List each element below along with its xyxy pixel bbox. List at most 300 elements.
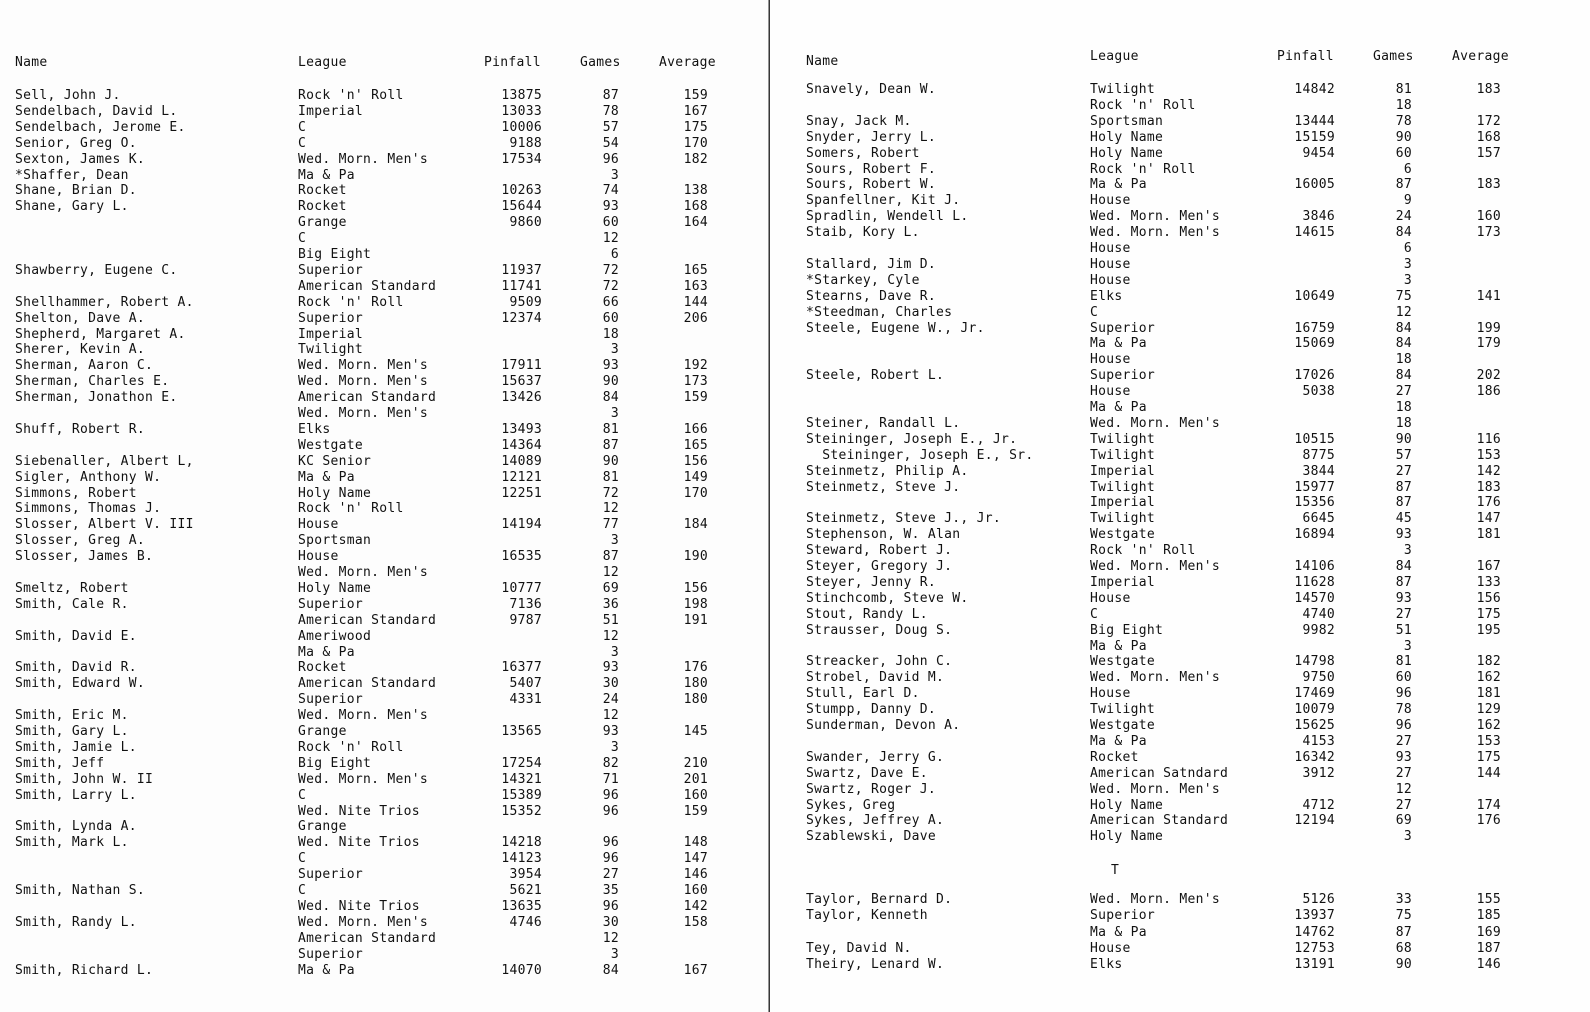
games-cell: 12 bbox=[602, 565, 619, 580]
name-cell: Strausser, Doug S. bbox=[806, 622, 953, 638]
games-cell: 78 bbox=[1395, 702, 1412, 718]
league-cell: Rock 'n' Roll bbox=[298, 739, 404, 755]
average-cell: 164 bbox=[683, 215, 708, 231]
league-cell: American Standard bbox=[298, 676, 437, 692]
average-cell: 169 bbox=[1476, 924, 1501, 940]
games-cell: 93 bbox=[602, 358, 619, 374]
league-cell: Ma & Pa bbox=[1090, 638, 1147, 654]
games-cell: 84 bbox=[602, 390, 619, 406]
name-cell: Smith, Eric M. bbox=[15, 708, 129, 724]
games-cell: 27 bbox=[602, 867, 619, 883]
average-cell: 182 bbox=[1476, 654, 1501, 670]
average-cell: 165 bbox=[683, 437, 708, 453]
name-cell: Steininger, Joseph E., Sr. bbox=[806, 447, 1034, 463]
league-cell: Wed. Morn. Men's bbox=[298, 914, 429, 930]
name-cell: Shuff, Robert R. bbox=[15, 421, 146, 437]
average-cell: 167 bbox=[683, 103, 708, 119]
games-cell: 93 bbox=[602, 199, 619, 215]
games-cell: 45 bbox=[1395, 511, 1412, 527]
league-cell: Wed. Nite Trios bbox=[298, 803, 420, 819]
pinfall-cell: 15637 bbox=[501, 374, 542, 390]
games-cell: 3 bbox=[610, 167, 619, 183]
average-cell: 183 bbox=[1476, 479, 1501, 495]
average-cell: 163 bbox=[683, 278, 708, 294]
average-cell: 144 bbox=[683, 294, 708, 310]
name-cell: Somers, Robert bbox=[806, 145, 920, 161]
average-cell: 162 bbox=[1476, 670, 1501, 686]
league-cell: Superior bbox=[298, 946, 364, 962]
average-cell: 206 bbox=[683, 310, 708, 326]
average-cell: 175 bbox=[683, 119, 708, 135]
average-cell: 167 bbox=[683, 962, 708, 978]
name-cell: Smith, David E. bbox=[15, 628, 137, 644]
pinfall-cell: 12194 bbox=[1294, 813, 1335, 829]
name-cell: *Starkey, Cyle bbox=[806, 272, 920, 288]
league-cell: Big Eight bbox=[298, 755, 372, 771]
average-cell: 168 bbox=[683, 199, 708, 215]
games-cell: 57 bbox=[602, 119, 619, 135]
league-cell: Rock 'n' Roll bbox=[1090, 97, 1196, 113]
name-cell: Smith, Lynda A. bbox=[15, 819, 137, 835]
games-cell: 30 bbox=[602, 914, 619, 930]
average-cell: 186 bbox=[1476, 384, 1501, 400]
name-cell: Simmons, Thomas J. bbox=[15, 501, 162, 517]
name-cell: Sendelbach, David L. bbox=[15, 103, 178, 119]
name-cell: Steinmetz, Steve J. bbox=[806, 479, 961, 495]
games-cell: 12 bbox=[602, 930, 619, 946]
games-cell: 72 bbox=[602, 262, 619, 278]
games-cell: 12 bbox=[602, 501, 619, 517]
name-cell: Strobel, David M. bbox=[806, 670, 945, 686]
pinfall-cell: 16342 bbox=[1294, 749, 1335, 765]
league-cell: House bbox=[1090, 241, 1131, 256]
average-cell: 145 bbox=[683, 724, 708, 739]
average-cell: 199 bbox=[1476, 320, 1501, 336]
games-cell: 96 bbox=[1395, 686, 1412, 702]
league-cell: C bbox=[298, 787, 307, 803]
league-cell: Twilight bbox=[1090, 82, 1156, 97]
average-cell: 147 bbox=[683, 851, 708, 867]
league-cell: American Standard bbox=[1090, 813, 1229, 829]
league-cell: Holy Name bbox=[298, 580, 372, 596]
games-cell: 24 bbox=[1395, 209, 1412, 225]
games-cell: 27 bbox=[1395, 463, 1412, 479]
name-cell: Sherman, Aaron C. bbox=[15, 358, 154, 374]
name-cell: Stout, Randy L. bbox=[806, 606, 928, 622]
name-cell: Swartz, Roger J. bbox=[806, 781, 937, 797]
name-cell: Snay, Jack M. bbox=[806, 113, 912, 129]
pinfall-cell: 14194 bbox=[501, 517, 542, 533]
league-cell: Ma & Pa bbox=[298, 962, 355, 978]
games-cell: 96 bbox=[602, 151, 619, 167]
pinfall-cell: 17026 bbox=[1294, 368, 1335, 384]
pinfall-header: Pinfall bbox=[484, 55, 541, 70]
pinfall-cell: 14089 bbox=[501, 453, 542, 469]
games-cell: 87 bbox=[602, 437, 619, 453]
pinfall-cell: 13565 bbox=[501, 724, 542, 739]
games-cell: 6 bbox=[610, 247, 619, 262]
league-cell: Ma & Pa bbox=[1090, 336, 1147, 352]
average-cell: 116 bbox=[1476, 431, 1501, 447]
games-cell: 84 bbox=[1395, 320, 1412, 336]
league-cell: American Satndard bbox=[1090, 765, 1229, 781]
games-cell: 3 bbox=[1403, 638, 1412, 654]
average-cell: 173 bbox=[1476, 225, 1501, 241]
name-cell: Smith, John W. II bbox=[15, 771, 154, 787]
games-cell: 84 bbox=[1395, 368, 1412, 384]
average-cell: 166 bbox=[683, 421, 708, 437]
average-cell: 181 bbox=[1476, 527, 1501, 543]
games-cell: 74 bbox=[602, 183, 619, 199]
games-cell: 96 bbox=[602, 803, 619, 819]
league-cell: Wed. Morn. Men's bbox=[298, 771, 429, 787]
name-cell: Smith, Mark L. bbox=[15, 835, 129, 851]
league-cell: Rock 'n' Roll bbox=[1090, 161, 1196, 177]
games-cell: 12 bbox=[602, 708, 619, 724]
name-cell: Taylor, Kenneth bbox=[806, 908, 928, 924]
games-cell: 93 bbox=[1395, 590, 1412, 606]
average-cell: 160 bbox=[683, 883, 708, 898]
games-cell: 33 bbox=[1395, 892, 1412, 907]
league-cell: C bbox=[1090, 304, 1099, 320]
league-cell: Sportsman bbox=[298, 533, 372, 549]
average-cell: 159 bbox=[683, 390, 708, 406]
name-cell: Steele, Robert L. bbox=[806, 368, 945, 384]
league-cell: Westgate bbox=[1090, 654, 1156, 670]
average-cell: 185 bbox=[1476, 908, 1501, 924]
league-cell: Rock 'n' Roll bbox=[298, 501, 404, 517]
name-cell: Sherman, Charles E. bbox=[15, 374, 170, 390]
average-cell: 176 bbox=[1476, 813, 1501, 829]
league-header: League bbox=[1090, 49, 1139, 64]
league-cell: Holy Name bbox=[1090, 129, 1164, 145]
name-cell: Stinchcomb, Steve W. bbox=[806, 590, 969, 606]
games-cell: 93 bbox=[1395, 527, 1412, 543]
league-cell: House bbox=[1090, 384, 1131, 400]
league-cell: Twilight bbox=[1090, 702, 1156, 718]
league-cell: C bbox=[1090, 606, 1099, 622]
pinfall-cell: 8775 bbox=[1302, 447, 1335, 463]
name-cell: Slosser, James B. bbox=[15, 549, 154, 565]
games-cell: 72 bbox=[602, 485, 619, 501]
league-cell: Superior bbox=[298, 262, 364, 278]
average-cell: 157 bbox=[1476, 145, 1501, 161]
league-cell: Wed. Morn. Men's bbox=[298, 358, 429, 374]
games-cell: 72 bbox=[602, 278, 619, 294]
games-header: Games bbox=[1373, 49, 1414, 64]
name-cell: Shane, Gary L. bbox=[15, 199, 129, 215]
games-cell: 68 bbox=[1395, 940, 1412, 956]
pinfall-cell: 17469 bbox=[1294, 686, 1335, 702]
pinfall-cell: 3912 bbox=[1302, 765, 1335, 781]
average-cell: 146 bbox=[1476, 957, 1501, 973]
games-cell: 77 bbox=[602, 517, 619, 533]
name-cell: Sykes, Greg bbox=[806, 797, 896, 813]
games-cell: 78 bbox=[602, 103, 619, 119]
name-cell: Steward, Robert J. bbox=[806, 543, 953, 559]
league-cell: Wed. Morn. Men's bbox=[298, 565, 429, 580]
league-cell: KC Senior bbox=[298, 453, 372, 469]
league-cell: House bbox=[1090, 272, 1131, 288]
games-cell: 3 bbox=[610, 406, 619, 421]
league-cell: C bbox=[298, 851, 307, 867]
league-cell: Ma & Pa bbox=[298, 644, 355, 660]
name-cell: Snavely, Dean W. bbox=[806, 82, 937, 97]
pinfall-cell: 13493 bbox=[501, 421, 542, 437]
games-cell: 81 bbox=[1395, 654, 1412, 670]
games-cell: 18 bbox=[1395, 352, 1412, 368]
name-cell: *Steedman, Charles bbox=[806, 304, 953, 320]
average-cell: 172 bbox=[1476, 113, 1501, 129]
league-header: League bbox=[298, 55, 347, 70]
pinfall-cell: 4331 bbox=[509, 692, 542, 708]
average-cell: 210 bbox=[683, 755, 708, 771]
league-cell: Holy Name bbox=[1090, 829, 1164, 845]
league-cell: Ma & Pa bbox=[1090, 177, 1147, 193]
name-cell: Shelton, Dave A. bbox=[15, 310, 146, 326]
average-cell: 147 bbox=[1476, 511, 1501, 527]
average-cell: 159 bbox=[683, 88, 708, 103]
name-cell: Sigler, Anthony W. bbox=[15, 469, 162, 485]
average-cell: 142 bbox=[1476, 463, 1501, 479]
games-cell: 93 bbox=[1395, 749, 1412, 765]
games-cell: 3 bbox=[1403, 272, 1412, 288]
average-cell: 183 bbox=[1476, 82, 1501, 97]
name-cell: Stearns, Dave R. bbox=[806, 288, 937, 304]
league-cell: American Standard bbox=[298, 930, 437, 946]
pinfall-cell: 5126 bbox=[1302, 892, 1335, 907]
games-cell: 75 bbox=[1395, 288, 1412, 304]
left-page bbox=[0, 0, 770, 1012]
name-cell: Slosser, Albert V. III bbox=[15, 517, 194, 533]
average-cell: 153 bbox=[1476, 447, 1501, 463]
pinfall-cell: 14842 bbox=[1294, 82, 1335, 97]
league-cell: Wed. Morn. Men's bbox=[298, 374, 429, 390]
games-cell: 27 bbox=[1395, 797, 1412, 813]
name-cell: Spanfellner, Kit J. bbox=[806, 193, 961, 209]
games-cell: 84 bbox=[1395, 225, 1412, 241]
average-cell: 173 bbox=[683, 374, 708, 390]
average-cell: 176 bbox=[683, 660, 708, 676]
games-cell: 60 bbox=[1395, 145, 1412, 161]
league-cell: C bbox=[298, 883, 307, 898]
games-cell: 90 bbox=[602, 374, 619, 390]
games-cell: 12 bbox=[1395, 304, 1412, 320]
games-cell: 18 bbox=[1395, 97, 1412, 113]
pinfall-cell: 3844 bbox=[1302, 463, 1335, 479]
league-cell: Rock 'n' Roll bbox=[298, 294, 404, 310]
average-cell: 174 bbox=[1476, 797, 1501, 813]
average-cell: 160 bbox=[1476, 209, 1501, 225]
games-cell: 90 bbox=[602, 453, 619, 469]
average-header: Average bbox=[1452, 49, 1509, 64]
name-cell: Sendelbach, Jerome E. bbox=[15, 119, 186, 135]
games-cell: 87 bbox=[1395, 479, 1412, 495]
league-cell: Ma & Pa bbox=[1090, 924, 1147, 940]
pinfall-cell: 13191 bbox=[1294, 957, 1335, 973]
league-cell: Imperial bbox=[298, 326, 364, 342]
name-cell: Steinmetz, Steve J., Jr. bbox=[806, 511, 1002, 527]
average-cell: 129 bbox=[1476, 702, 1501, 718]
pinfall-cell: 9509 bbox=[509, 294, 542, 310]
league-cell: Imperial bbox=[1090, 463, 1156, 479]
league-cell: Superior bbox=[1090, 368, 1156, 384]
average-cell: 133 bbox=[1476, 574, 1501, 590]
games-cell: 87 bbox=[1395, 177, 1412, 193]
name-cell: Shane, Brian D. bbox=[15, 183, 137, 199]
games-cell: 36 bbox=[602, 596, 619, 612]
name-cell: Smith, Cale R. bbox=[15, 596, 129, 612]
games-cell: 3 bbox=[610, 946, 619, 962]
games-cell: 3 bbox=[1403, 829, 1412, 845]
name-cell: Smith, Edward W. bbox=[15, 676, 146, 692]
average-cell: 187 bbox=[1476, 940, 1501, 956]
average-cell: 183 bbox=[1476, 177, 1501, 193]
games-cell: 6 bbox=[1403, 161, 1412, 177]
pinfall-cell: 15977 bbox=[1294, 479, 1335, 495]
average-cell: 191 bbox=[683, 612, 708, 628]
pinfall-cell: 14364 bbox=[501, 437, 542, 453]
average-cell: 155 bbox=[1476, 892, 1501, 907]
pinfall-cell: 12121 bbox=[501, 469, 542, 485]
average-cell: 198 bbox=[683, 596, 708, 612]
pinfall-cell: 4712 bbox=[1302, 797, 1335, 813]
pinfall-cell: 4153 bbox=[1302, 733, 1335, 749]
games-cell: 87 bbox=[1395, 924, 1412, 940]
pinfall-cell: 16535 bbox=[501, 549, 542, 565]
league-cell: Big Eight bbox=[298, 247, 372, 262]
pinfall-cell: 11628 bbox=[1294, 574, 1335, 590]
pinfall-cell: 3954 bbox=[509, 867, 542, 883]
pinfall-cell: 10777 bbox=[501, 580, 542, 596]
pinfall-cell: 7136 bbox=[509, 596, 542, 612]
games-cell: 75 bbox=[1395, 908, 1412, 924]
games-cell: 96 bbox=[1395, 718, 1412, 733]
league-cell: House bbox=[1090, 256, 1131, 272]
league-cell: Grange bbox=[298, 724, 347, 739]
name-cell: Steyer, Jenny R. bbox=[806, 574, 937, 590]
pinfall-cell: 9982 bbox=[1302, 622, 1335, 638]
league-cell: House bbox=[298, 549, 339, 565]
name-header: Name bbox=[806, 54, 839, 69]
pinfall-cell: 4740 bbox=[1302, 606, 1335, 622]
league-cell: Imperial bbox=[298, 103, 364, 119]
pinfall-cell: 13875 bbox=[501, 88, 542, 103]
games-cell: 96 bbox=[602, 851, 619, 867]
games-cell: 84 bbox=[602, 962, 619, 978]
pinfall-cell: 11741 bbox=[501, 278, 542, 294]
average-cell: 149 bbox=[683, 469, 708, 485]
games-cell: 18 bbox=[1395, 415, 1412, 431]
average-cell: 142 bbox=[683, 898, 708, 914]
league-cell: House bbox=[298, 517, 339, 533]
pinfall-cell: 9860 bbox=[509, 215, 542, 231]
pinfall-cell: 14123 bbox=[501, 851, 542, 867]
league-cell: Ameriwood bbox=[298, 628, 372, 644]
average-cell: 141 bbox=[1476, 288, 1501, 304]
pinfall-header: Pinfall bbox=[1277, 49, 1334, 64]
name-cell: Steinmetz, Philip A. bbox=[806, 463, 969, 479]
name-cell: Shellhammer, Robert A. bbox=[15, 294, 194, 310]
name-cell: Steininger, Joseph E., Jr. bbox=[806, 431, 1018, 447]
games-cell: 54 bbox=[602, 135, 619, 151]
pinfall-cell: 13033 bbox=[501, 103, 542, 119]
games-cell: 51 bbox=[602, 612, 619, 628]
name-cell: Sell, John J. bbox=[15, 88, 121, 103]
pinfall-cell: 9188 bbox=[509, 135, 542, 151]
pinfall-cell: 16377 bbox=[501, 660, 542, 676]
name-cell: Theiry, Lenard W. bbox=[806, 957, 945, 973]
pinfall-cell: 15356 bbox=[1294, 495, 1335, 511]
average-cell: 179 bbox=[1476, 336, 1501, 352]
league-cell: Superior bbox=[1090, 320, 1156, 336]
games-cell: 87 bbox=[1395, 495, 1412, 511]
league-cell: Elks bbox=[1090, 288, 1123, 304]
pinfall-cell: 16005 bbox=[1294, 177, 1335, 193]
name-cell: Smith, Gary L. bbox=[15, 724, 129, 739]
pinfall-cell: 14218 bbox=[501, 835, 542, 851]
league-cell: Holy Name bbox=[1090, 145, 1164, 161]
average-cell: 184 bbox=[683, 517, 708, 533]
league-cell: Ma & Pa bbox=[298, 469, 355, 485]
average-cell: 175 bbox=[1476, 749, 1501, 765]
games-cell: 3 bbox=[610, 533, 619, 549]
average-cell: 156 bbox=[1476, 590, 1501, 606]
games-cell: 87 bbox=[602, 549, 619, 565]
average-cell: 192 bbox=[683, 358, 708, 374]
games-cell: 3 bbox=[610, 739, 619, 755]
league-cell: Elks bbox=[1090, 957, 1123, 973]
league-cell: Grange bbox=[298, 819, 347, 835]
pinfall-cell: 10079 bbox=[1294, 702, 1335, 718]
average-cell: 190 bbox=[683, 549, 708, 565]
games-cell: 87 bbox=[602, 88, 619, 103]
games-cell: 96 bbox=[602, 787, 619, 803]
average-cell: 158 bbox=[683, 914, 708, 930]
name-cell: Smith, Jamie L. bbox=[15, 739, 137, 755]
league-cell: Superior bbox=[298, 596, 364, 612]
games-cell: 87 bbox=[1395, 574, 1412, 590]
league-cell: Rocket bbox=[1090, 749, 1139, 765]
games-cell: 60 bbox=[602, 215, 619, 231]
name-cell: Stumpp, Danny D. bbox=[806, 702, 937, 718]
league-cell: Rocket bbox=[298, 183, 347, 199]
league-cell: Imperial bbox=[1090, 495, 1156, 511]
games-cell: 81 bbox=[602, 421, 619, 437]
name-cell: Smith, Nathan S. bbox=[15, 883, 146, 898]
league-cell: C bbox=[298, 119, 307, 135]
league-cell: Superior bbox=[298, 692, 364, 708]
league-cell: Elks bbox=[298, 421, 331, 437]
pinfall-cell: 10515 bbox=[1294, 431, 1335, 447]
name-cell: Smeltz, Robert bbox=[15, 580, 129, 596]
pinfall-cell: 16894 bbox=[1294, 527, 1335, 543]
league-cell: Big Eight bbox=[1090, 622, 1164, 638]
pinfall-cell: 10006 bbox=[501, 119, 542, 135]
pinfall-cell: 14570 bbox=[1294, 590, 1335, 606]
league-cell: Rocket bbox=[298, 660, 347, 676]
league-cell: Ma & Pa bbox=[298, 167, 355, 183]
average-cell: 180 bbox=[683, 692, 708, 708]
pinfall-cell: 15069 bbox=[1294, 336, 1335, 352]
league-cell: House bbox=[1090, 686, 1131, 702]
name-cell: Snyder, Jerry L. bbox=[806, 129, 937, 145]
pinfall-cell: 10649 bbox=[1294, 288, 1335, 304]
games-cell: 90 bbox=[1395, 957, 1412, 973]
league-cell: American Standard bbox=[298, 278, 437, 294]
name-cell: Sunderman, Devon A. bbox=[806, 718, 961, 733]
name-cell: Shawberry, Eugene C. bbox=[15, 262, 178, 278]
